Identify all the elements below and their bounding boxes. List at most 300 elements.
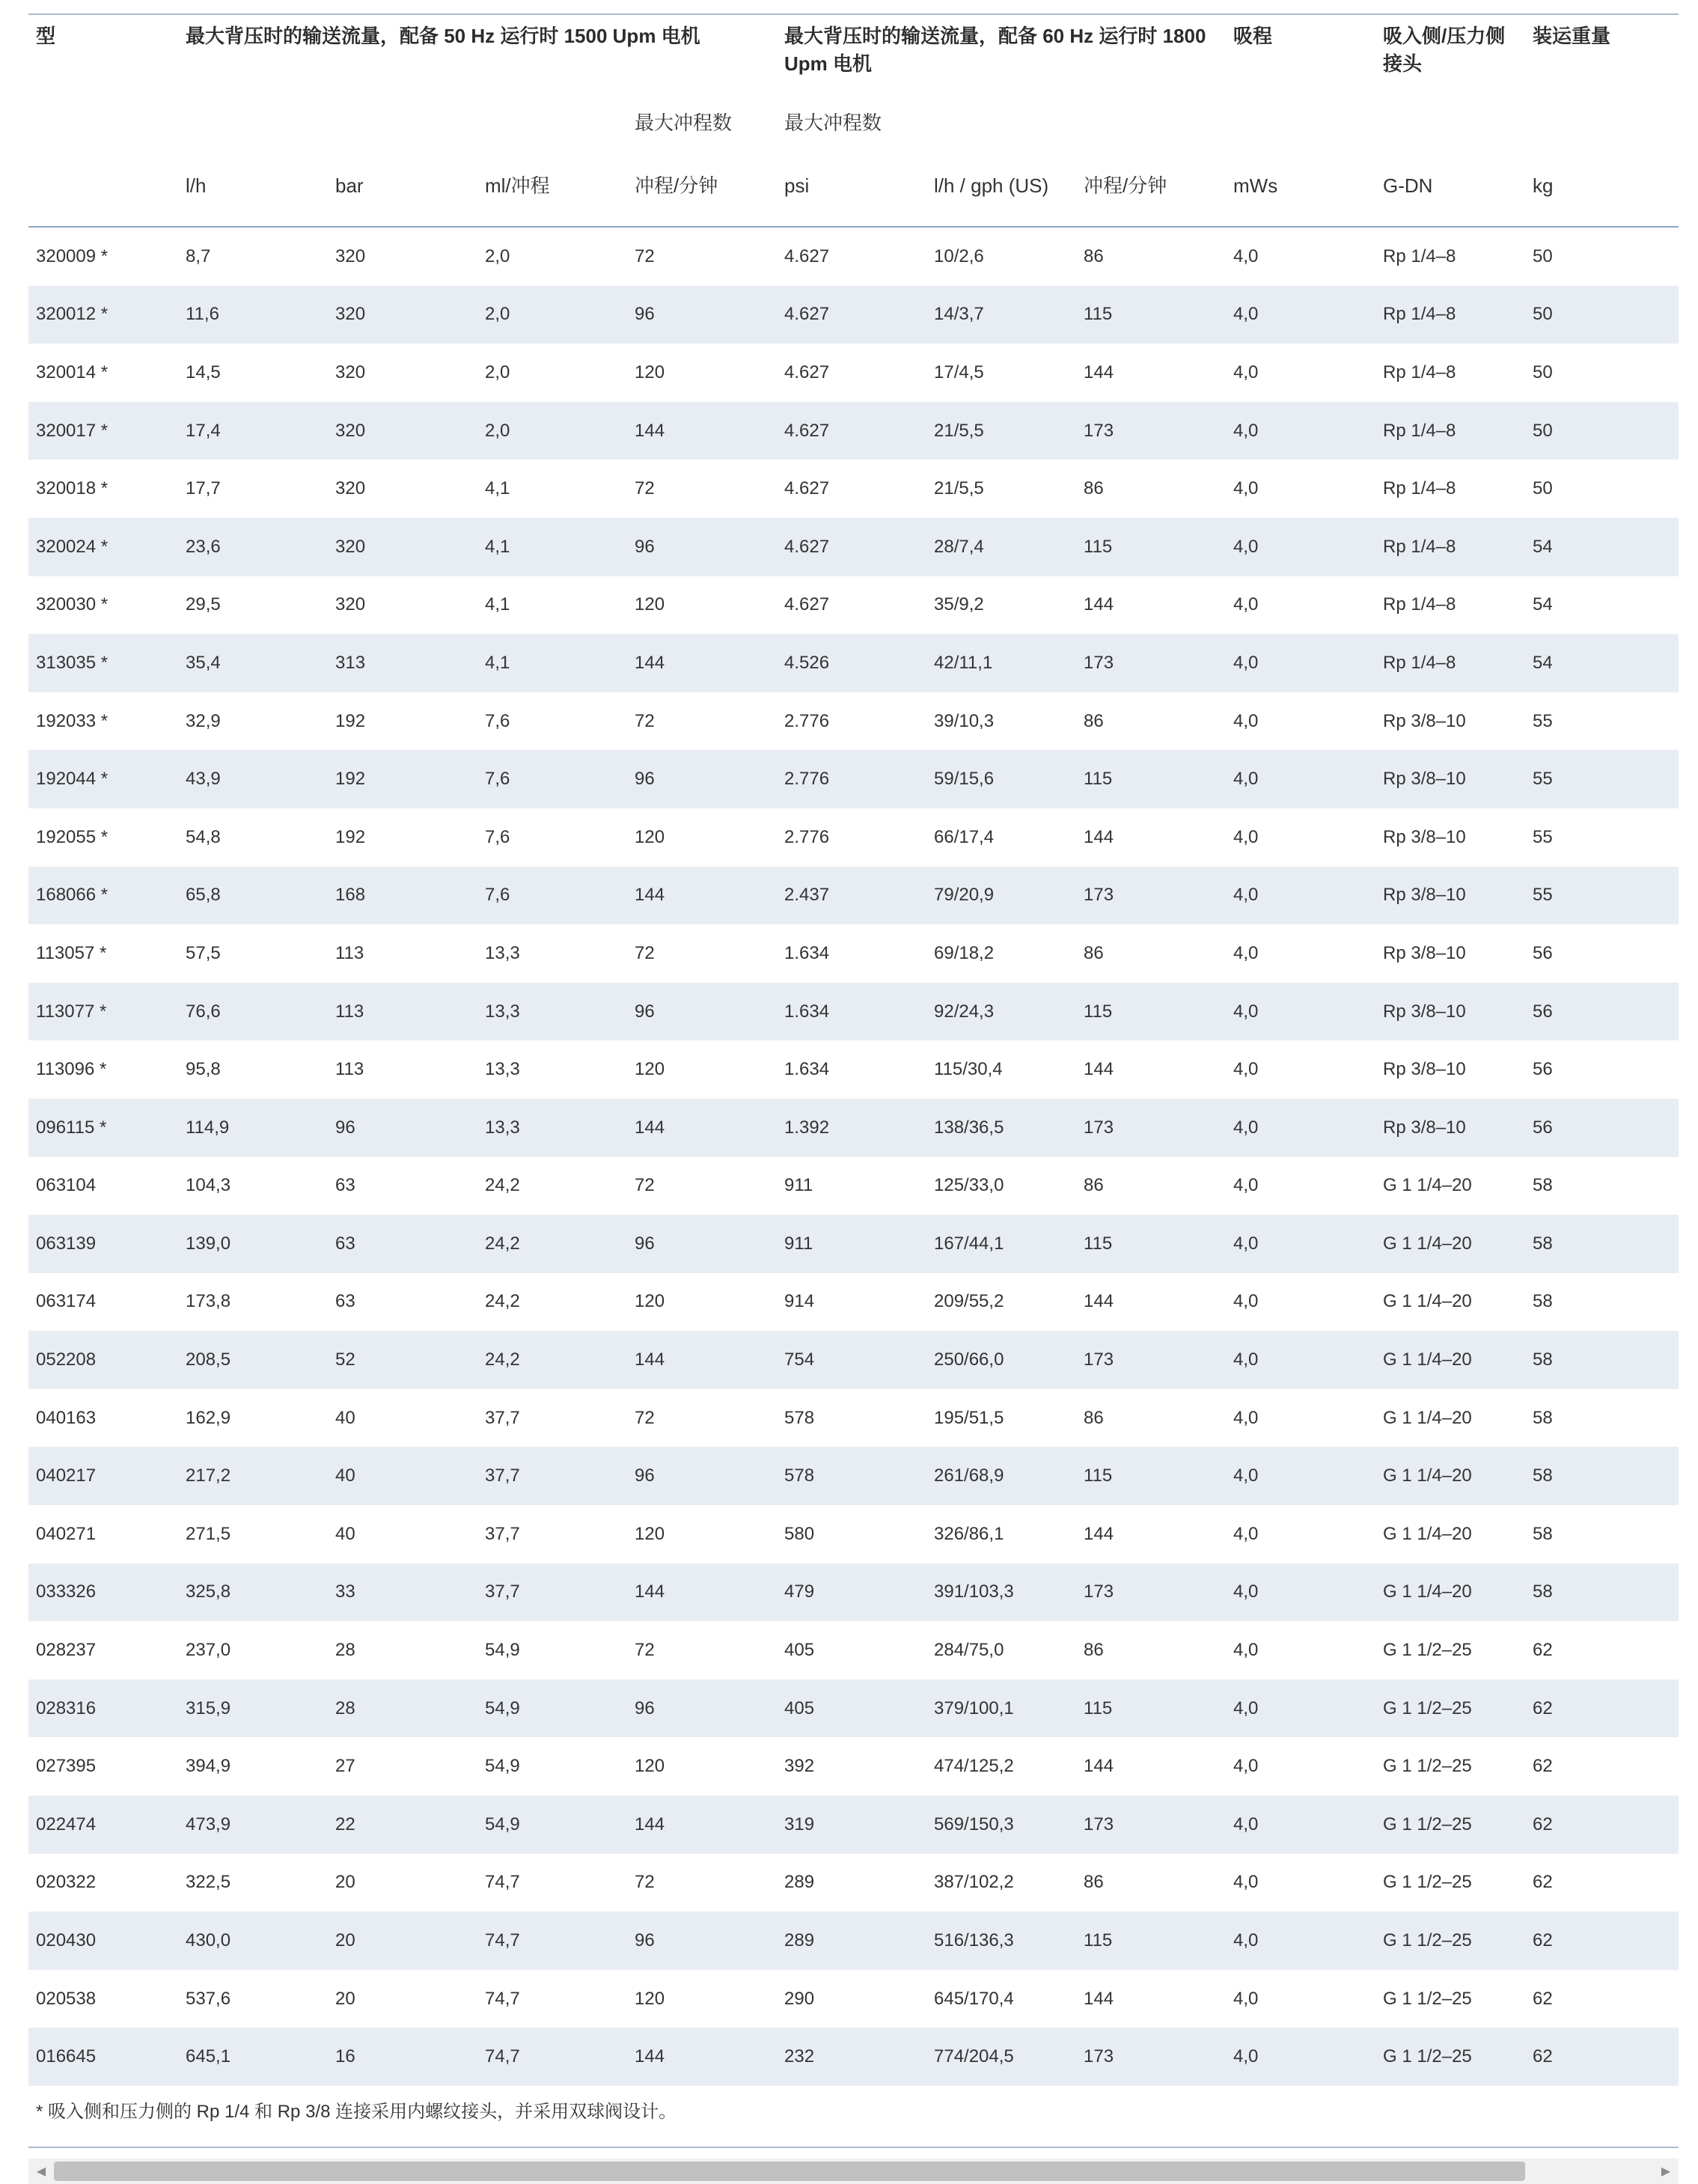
cell-flow-lh: 43,9 (178, 750, 328, 808)
cell-pressure-bar: 20 (335, 1872, 355, 1893)
cell-suction: 4,0 (1233, 1291, 1259, 1312)
unit-g-dn: G-DN (1383, 174, 1433, 197)
cell-flow-lh-gph: 59/15,6 (926, 750, 1076, 808)
cell-weight: 58 (1533, 1291, 1553, 1312)
cell-type: 113077 * (28, 983, 178, 1041)
cell-type: 168066 * (28, 867, 178, 925)
cell-type: 320030 * (36, 594, 109, 615)
cell-weight: 54 (1525, 634, 1679, 692)
cell-flow-lh-gph: 645/170,4 (934, 1988, 1014, 2009)
cell-strokes-min-60: 86 (1084, 1407, 1104, 1428)
cell-flow-lh-gph: 14/3,7 (926, 286, 1076, 344)
cell-connection: Rp 3/8–10 (1383, 710, 1466, 731)
cell-flow-lh: 8,7 (186, 245, 211, 266)
cell-strokes-min: 72 (635, 1640, 655, 1661)
cell-strokes-min-60: 173 (1076, 1099, 1226, 1157)
cell-pressure-bar: 320 (328, 402, 477, 460)
unit-strokes-min-60: 冲程/分钟 (1084, 174, 1167, 197)
cell-stroke-volume: 74,7 (485, 1872, 520, 1893)
cell-weight: 50 (1533, 245, 1553, 266)
cell-pressure-bar: 28 (335, 1640, 355, 1661)
table-row (28, 1796, 1679, 1854)
cell-strokes-min: 72 (635, 942, 655, 963)
header-connection: 吸入侧/压力侧接头 (1383, 25, 1506, 75)
cell-stroke-volume: 4,1 (477, 518, 627, 576)
cell-strokes-min-60: 173 (1076, 1564, 1226, 1622)
cell-strokes-min-60: 115 (1076, 518, 1226, 576)
cell-pressure-bar: 16 (328, 2028, 477, 2086)
horizontal-scrollbar[interactable] (28, 2159, 1679, 2184)
cell-suction: 4,0 (1233, 826, 1259, 847)
cell-pressure-bar: 52 (328, 1331, 477, 1389)
unit-kg: kg (1533, 174, 1554, 197)
header-flow-60hz: 最大背压时的输送流量，配备 60 Hz 运行时 1800 Upm 电机 (784, 25, 1206, 75)
cell-suction: 4,0 (1226, 1912, 1375, 1970)
cell-suction: 4,0 (1226, 1796, 1375, 1854)
cell-flow-lh: 114,9 (178, 1099, 328, 1157)
cell-type: 028237 (36, 1640, 97, 1661)
cell-type: 016645 (28, 2028, 178, 2086)
cell-type: 320009 * (36, 245, 109, 266)
cell-suction: 4,0 (1226, 286, 1375, 344)
cell-weight: 62 (1533, 1872, 1553, 1893)
cell-stroke-volume: 13,3 (485, 1059, 520, 1080)
cell-strokes-min-60: 144 (1084, 1756, 1114, 1777)
cell-pressure-psi: 289 (784, 1872, 815, 1893)
cell-strokes-min: 144 (627, 867, 777, 925)
cell-flow-lh: 104,3 (186, 1175, 231, 1196)
cell-type: 192044 * (28, 750, 178, 808)
cell-pressure-psi: 4.627 (784, 478, 830, 499)
cell-suction: 4,0 (1233, 710, 1259, 731)
cell-strokes-min: 120 (635, 362, 665, 382)
cell-type: 063104 (36, 1175, 97, 1196)
cell-flow-lh-gph: 516/136,3 (926, 1912, 1076, 1970)
table-row (28, 460, 1679, 518)
cell-connection: G 1 1/2–25 (1375, 1912, 1525, 1970)
cell-pressure-bar: 192 (328, 750, 477, 808)
header-weight: 装运重量 (1533, 25, 1611, 47)
cell-suction: 4,0 (1233, 1872, 1259, 1893)
unit-psi: psi (784, 174, 810, 197)
scrollbar-thumb[interactable] (54, 2162, 1525, 2181)
cell-flow-lh: 645,1 (178, 2028, 328, 2086)
cell-pressure-bar: 113 (335, 1059, 364, 1080)
cell-connection: Rp 3/8–10 (1375, 983, 1525, 1041)
cell-strokes-min-60: 115 (1076, 286, 1226, 344)
cell-weight: 62 (1525, 1680, 1679, 1738)
table-row (28, 1389, 1679, 1448)
cell-flow-lh: 11,6 (178, 286, 328, 344)
cell-suction: 4,0 (1226, 634, 1375, 692)
table-row (28, 2028, 1679, 2086)
unit-mws: mWs (1233, 174, 1278, 197)
table-row (28, 1447, 1679, 1505)
cell-strokes-min-60: 86 (1084, 710, 1104, 731)
cell-pressure-psi: 392 (784, 1756, 815, 1777)
table-row (28, 402, 1679, 460)
cell-pressure-psi: 914 (784, 1291, 815, 1312)
cell-pressure-psi: 754 (777, 1331, 926, 1389)
cell-pressure-psi: 1.634 (784, 942, 830, 963)
scroll-right-icon[interactable]: ▶ (1661, 2165, 1671, 2178)
cell-pressure-bar: 320 (328, 286, 477, 344)
spec-table (28, 228, 1679, 2086)
cell-pressure-bar: 20 (328, 1912, 477, 1970)
cell-flow-lh: 430,0 (178, 1912, 328, 1970)
cell-stroke-volume: 24,2 (477, 1331, 627, 1389)
cell-pressure-psi: 580 (784, 1523, 815, 1544)
table-row (28, 1040, 1679, 1099)
cell-flow-lh: 394,9 (186, 1756, 231, 1777)
table-row (28, 692, 1679, 751)
cell-suction: 4,0 (1226, 1099, 1375, 1157)
cell-weight: 62 (1533, 1640, 1553, 1661)
cell-stroke-volume: 24,2 (485, 1291, 520, 1312)
cell-strokes-min: 144 (627, 1099, 777, 1157)
cell-weight: 55 (1525, 750, 1679, 808)
cell-flow-lh-gph: 17/4,5 (934, 362, 984, 382)
cell-stroke-volume: 7,6 (485, 710, 510, 731)
cell-pressure-psi: 479 (777, 1564, 926, 1622)
cell-strokes-min: 120 (635, 1523, 665, 1544)
cell-suction: 4,0 (1226, 2028, 1375, 2086)
footnote: * 吸入侧和压力侧的 Rp 1/4 和 Rp 3/8 连接采用内螺纹接头，并采用双球阀设计。 (36, 2102, 677, 2122)
cell-stroke-volume: 7,6 (477, 867, 627, 925)
cell-connection: Rp 1/4–8 (1375, 518, 1525, 576)
cell-weight: 54 (1533, 594, 1553, 615)
cell-strokes-min: 144 (627, 1796, 777, 1854)
cell-flow-lh-gph: 39/10,3 (934, 710, 995, 731)
cell-connection: Rp 1/4–8 (1375, 634, 1525, 692)
cell-type: 320014 * (36, 362, 109, 382)
cell-pressure-psi: 290 (784, 1988, 815, 2009)
cell-weight: 54 (1525, 518, 1679, 576)
cell-type: 096115 * (28, 1099, 178, 1157)
cell-suction: 4,0 (1233, 478, 1259, 499)
cell-flow-lh: 325,8 (178, 1564, 328, 1622)
cell-strokes-min: 144 (627, 2028, 777, 2086)
cell-connection: G 1 1/4–20 (1383, 1291, 1472, 1312)
cell-flow-lh-gph: 115/30,4 (934, 1059, 1003, 1080)
cell-pressure-bar: 63 (335, 1291, 355, 1312)
cell-strokes-min-60: 173 (1076, 1331, 1226, 1389)
header-suction: 吸程 (1233, 25, 1273, 47)
cell-strokes-min: 96 (627, 1447, 777, 1505)
cell-strokes-min-60: 115 (1076, 1447, 1226, 1505)
cell-pressure-psi: 4.627 (777, 518, 926, 576)
cell-flow-lh-gph: 167/44,1 (926, 1215, 1076, 1273)
cell-type: 192055 * (36, 826, 109, 847)
cell-weight: 62 (1525, 1796, 1679, 1854)
table-row (28, 1331, 1679, 1389)
cell-stroke-volume: 54,9 (485, 1756, 520, 1777)
table-row (28, 1912, 1679, 1970)
cell-flow-lh: 76,6 (178, 983, 328, 1041)
cell-weight: 58 (1533, 1407, 1553, 1428)
cell-strokes-min-60: 86 (1084, 942, 1104, 963)
cell-suction: 4,0 (1226, 1215, 1375, 1273)
cell-flow-lh: 17,4 (178, 402, 328, 460)
table-row (28, 1970, 1679, 2028)
cell-pressure-psi: 911 (777, 1215, 926, 1273)
cell-connection: Rp 1/4–8 (1375, 286, 1525, 344)
cell-pressure-psi: 578 (784, 1407, 815, 1428)
cell-flow-lh: 32,9 (186, 710, 221, 731)
cell-flow-lh-gph: 569/150,3 (926, 1796, 1076, 1854)
table-row (28, 1157, 1679, 1215)
cell-suction: 4,0 (1233, 1988, 1259, 2009)
unit-lh-gph: l/h / gph (US) (934, 174, 1049, 197)
header-type: 型 (36, 25, 56, 47)
cell-suction: 4,0 (1233, 1407, 1259, 1428)
cell-pressure-psi: 2.776 (784, 710, 830, 731)
table-row (28, 924, 1679, 983)
cell-strokes-min-60: 144 (1084, 362, 1114, 382)
cell-stroke-volume: 74,7 (477, 1912, 627, 1970)
cell-weight: 56 (1525, 983, 1679, 1041)
cell-strokes-min: 120 (635, 826, 665, 847)
cell-connection: G 1 1/4–20 (1383, 1523, 1472, 1544)
cell-type: 320017 * (28, 402, 178, 460)
cell-pressure-bar: 320 (335, 362, 366, 382)
cell-strokes-min-60: 173 (1076, 1796, 1226, 1854)
cell-weight: 58 (1525, 1447, 1679, 1505)
cell-connection: Rp 1/4–8 (1383, 478, 1456, 499)
cell-pressure-psi: 405 (777, 1680, 926, 1738)
table-row (28, 1505, 1679, 1564)
cell-pressure-psi: 4.627 (784, 594, 830, 615)
cell-strokes-min: 96 (627, 518, 777, 576)
cell-connection: Rp 3/8–10 (1383, 1059, 1466, 1080)
cell-weight: 62 (1525, 1912, 1679, 1970)
cell-pressure-psi: 1.392 (777, 1099, 926, 1157)
cell-flow-lh: 29,5 (186, 594, 221, 615)
cell-strokes-min: 144 (627, 1331, 777, 1389)
cell-type: 027395 (36, 1756, 97, 1777)
cell-flow-lh: 315,9 (178, 1680, 328, 1738)
table-row (28, 867, 1679, 925)
cell-connection: G 1 1/2–25 (1383, 1988, 1472, 2009)
cell-strokes-min: 120 (635, 1059, 665, 1080)
cell-flow-lh: 35,4 (178, 634, 328, 692)
cell-type: 052208 (28, 1331, 178, 1389)
cell-connection: G 1 1/4–20 (1383, 1175, 1472, 1196)
cell-pressure-bar: 33 (328, 1564, 477, 1622)
cell-flow-lh-gph: 774/204,5 (926, 2028, 1076, 2086)
cell-pressure-bar: 168 (328, 867, 477, 925)
cell-suction: 4,0 (1233, 1640, 1259, 1661)
cell-strokes-min-60: 144 (1084, 1988, 1114, 2009)
cell-pressure-psi: 2.437 (777, 867, 926, 925)
cell-stroke-volume: 13,3 (477, 1099, 627, 1157)
cell-strokes-min-60: 144 (1084, 1523, 1114, 1544)
cell-flow-lh-gph: 379/100,1 (926, 1680, 1076, 1738)
cell-flow-lh: 65,8 (178, 867, 328, 925)
cell-connection: G 1 1/2–25 (1383, 1640, 1472, 1661)
cell-strokes-min: 96 (627, 286, 777, 344)
cell-type: 020538 (36, 1988, 97, 2009)
cell-type: 320018 * (36, 478, 109, 499)
cell-pressure-bar: 40 (335, 1523, 355, 1544)
cell-strokes-min-60: 173 (1076, 867, 1226, 925)
cell-connection: G 1 1/2–25 (1383, 1756, 1472, 1777)
cell-flow-lh-gph: 28/7,4 (926, 518, 1076, 576)
cell-type: 040217 (28, 1447, 178, 1505)
cell-stroke-volume: 54,9 (477, 1796, 627, 1854)
cell-pressure-bar: 28 (328, 1680, 477, 1738)
cell-flow-lh: 139,0 (178, 1215, 328, 1273)
cell-flow-lh-gph: 261/68,9 (926, 1447, 1076, 1505)
cell-stroke-volume: 54,9 (477, 1680, 627, 1738)
cell-strokes-min-60: 173 (1076, 402, 1226, 460)
cell-connection: G 1 1/2–25 (1383, 1872, 1472, 1893)
cell-stroke-volume: 74,7 (477, 2028, 627, 2086)
table-row (28, 1273, 1679, 1332)
cell-suction: 4,0 (1226, 750, 1375, 808)
cell-stroke-volume: 2,0 (485, 362, 510, 382)
cell-pressure-psi: 4.526 (777, 634, 926, 692)
cell-type: 020430 (28, 1912, 178, 1970)
cell-flow-lh: 54,8 (186, 826, 221, 847)
cell-strokes-min-60: 173 (1076, 2028, 1226, 2086)
cell-connection: Rp 3/8–10 (1383, 826, 1466, 847)
cell-pressure-psi: 405 (784, 1640, 815, 1661)
cell-strokes-min-60: 144 (1084, 594, 1114, 615)
cell-connection: G 1 1/4–20 (1375, 1215, 1525, 1273)
cell-pressure-psi: 289 (777, 1912, 926, 1970)
cell-suction: 4,0 (1233, 1059, 1259, 1080)
cell-stroke-volume: 2,0 (477, 402, 627, 460)
cell-type: 028316 (28, 1680, 178, 1738)
cell-suction: 4,0 (1233, 942, 1259, 963)
cell-strokes-min: 96 (627, 983, 777, 1041)
cell-stroke-volume: 37,7 (477, 1564, 627, 1622)
cell-suction: 4,0 (1226, 1331, 1375, 1389)
cell-flow-lh-gph: 195/51,5 (934, 1407, 1004, 1428)
cell-suction: 4,0 (1226, 1564, 1375, 1622)
cell-strokes-min-60: 115 (1076, 1680, 1226, 1738)
cell-flow-lh: 14,5 (186, 362, 221, 382)
cell-weight: 56 (1525, 1099, 1679, 1157)
cell-weight: 58 (1525, 1564, 1679, 1622)
cell-flow-lh-gph: 21/5,5 (926, 402, 1076, 460)
cell-strokes-min: 72 (635, 1872, 655, 1893)
cell-type: 113057 * (36, 942, 107, 963)
table-row (28, 1215, 1679, 1273)
cell-pressure-psi: 1.634 (784, 1059, 830, 1080)
cell-flow-lh-gph: 474/125,2 (934, 1756, 1014, 1777)
cell-flow-lh-gph: 69/18,2 (934, 942, 995, 963)
cell-strokes-min: 96 (627, 1912, 777, 1970)
cell-type: 063174 (36, 1291, 97, 1312)
cell-suction: 4,0 (1233, 1756, 1259, 1777)
cell-strokes-min: 120 (635, 1291, 665, 1312)
cell-stroke-volume: 54,9 (485, 1640, 520, 1661)
cell-suction: 4,0 (1226, 867, 1375, 925)
cell-suction: 4,0 (1226, 983, 1375, 1041)
cell-type: 320024 * (28, 518, 178, 576)
scroll-left-icon[interactable]: ◀ (36, 2165, 46, 2178)
cell-pressure-bar: 113 (328, 983, 477, 1041)
cell-type: 063139 (28, 1215, 178, 1273)
cell-flow-lh-gph: 92/24,3 (926, 983, 1076, 1041)
cell-weight: 58 (1525, 1331, 1679, 1389)
table-row (28, 983, 1679, 1041)
cell-strokes-min-60: 144 (1084, 1291, 1114, 1312)
cell-stroke-volume: 37,7 (477, 1447, 627, 1505)
cell-flow-lh: 17,7 (186, 478, 221, 499)
cell-flow-lh-gph: 250/66,0 (926, 1331, 1076, 1389)
cell-flow-lh: 162,9 (186, 1407, 231, 1428)
cell-stroke-volume: 2,0 (485, 245, 510, 266)
cell-stroke-volume: 74,7 (485, 1988, 520, 2009)
cell-pressure-psi: 319 (777, 1796, 926, 1854)
cell-pressure-bar: 192 (335, 826, 366, 847)
cell-strokes-min-60: 86 (1084, 1175, 1104, 1196)
cell-weight: 56 (1533, 942, 1553, 963)
cell-flow-lh-gph: 79/20,9 (926, 867, 1076, 925)
table-row (28, 808, 1679, 867)
cell-strokes-min: 144 (627, 634, 777, 692)
cell-pressure-psi: 2.776 (784, 826, 830, 847)
cell-flow-lh: 322,5 (186, 1872, 231, 1893)
unit-bar: bar (335, 174, 364, 197)
cell-flow-lh-gph: 209/55,2 (934, 1291, 1004, 1312)
cell-flow-lh: 57,5 (186, 942, 221, 963)
table-row (28, 1099, 1679, 1157)
table-row (28, 1680, 1679, 1738)
unit-ml-stroke: ml/冲程 (485, 174, 550, 197)
cell-pressure-bar: 40 (335, 1407, 355, 1428)
cell-flow-lh-gph: 21/5,5 (934, 478, 984, 499)
cell-pressure-bar: 320 (335, 478, 366, 499)
cell-connection: G 1 1/2–25 (1375, 1680, 1525, 1738)
table-row (28, 1564, 1679, 1622)
header-max-strokes-60hz: 最大冲程数 (784, 112, 882, 134)
cell-connection: Rp 3/8–10 (1383, 942, 1466, 963)
cell-stroke-volume: 13,3 (477, 983, 627, 1041)
cell-pressure-bar: 22 (328, 1796, 477, 1854)
cell-weight: 62 (1525, 2028, 1679, 2086)
cell-pressure-psi: 4.627 (784, 245, 830, 266)
cell-pressure-bar: 20 (335, 1988, 355, 2009)
cell-strokes-min: 96 (627, 750, 777, 808)
cell-connection: Rp 3/8–10 (1375, 1099, 1525, 1157)
cell-strokes-min: 72 (635, 1175, 655, 1196)
cell-weight: 58 (1533, 1523, 1553, 1544)
cell-stroke-volume: 4,1 (485, 594, 510, 615)
cell-connection: G 1 1/2–25 (1375, 1796, 1525, 1854)
cell-suction: 4,0 (1233, 245, 1259, 266)
cell-stroke-volume: 7,6 (477, 750, 627, 808)
cell-strokes-min-60: 173 (1076, 634, 1226, 692)
cell-weight: 56 (1533, 1059, 1553, 1080)
cell-weight: 50 (1533, 362, 1553, 382)
cell-strokes-min: 72 (635, 1407, 655, 1428)
cell-type: 040163 (36, 1407, 97, 1428)
cell-type: 113096 * (36, 1059, 107, 1080)
cell-suction: 4,0 (1226, 1680, 1375, 1738)
cell-flow-lh-gph: 391/103,3 (926, 1564, 1076, 1622)
cell-strokes-min: 120 (635, 1988, 665, 2009)
cell-flow-lh: 473,9 (178, 1796, 328, 1854)
cell-strokes-min: 96 (627, 1215, 777, 1273)
header-max-strokes-50hz: 最大冲程数 (635, 112, 733, 134)
cell-pressure-bar: 313 (328, 634, 477, 692)
table-row (28, 518, 1679, 576)
cell-connection: G 1 1/4–20 (1375, 1331, 1525, 1389)
